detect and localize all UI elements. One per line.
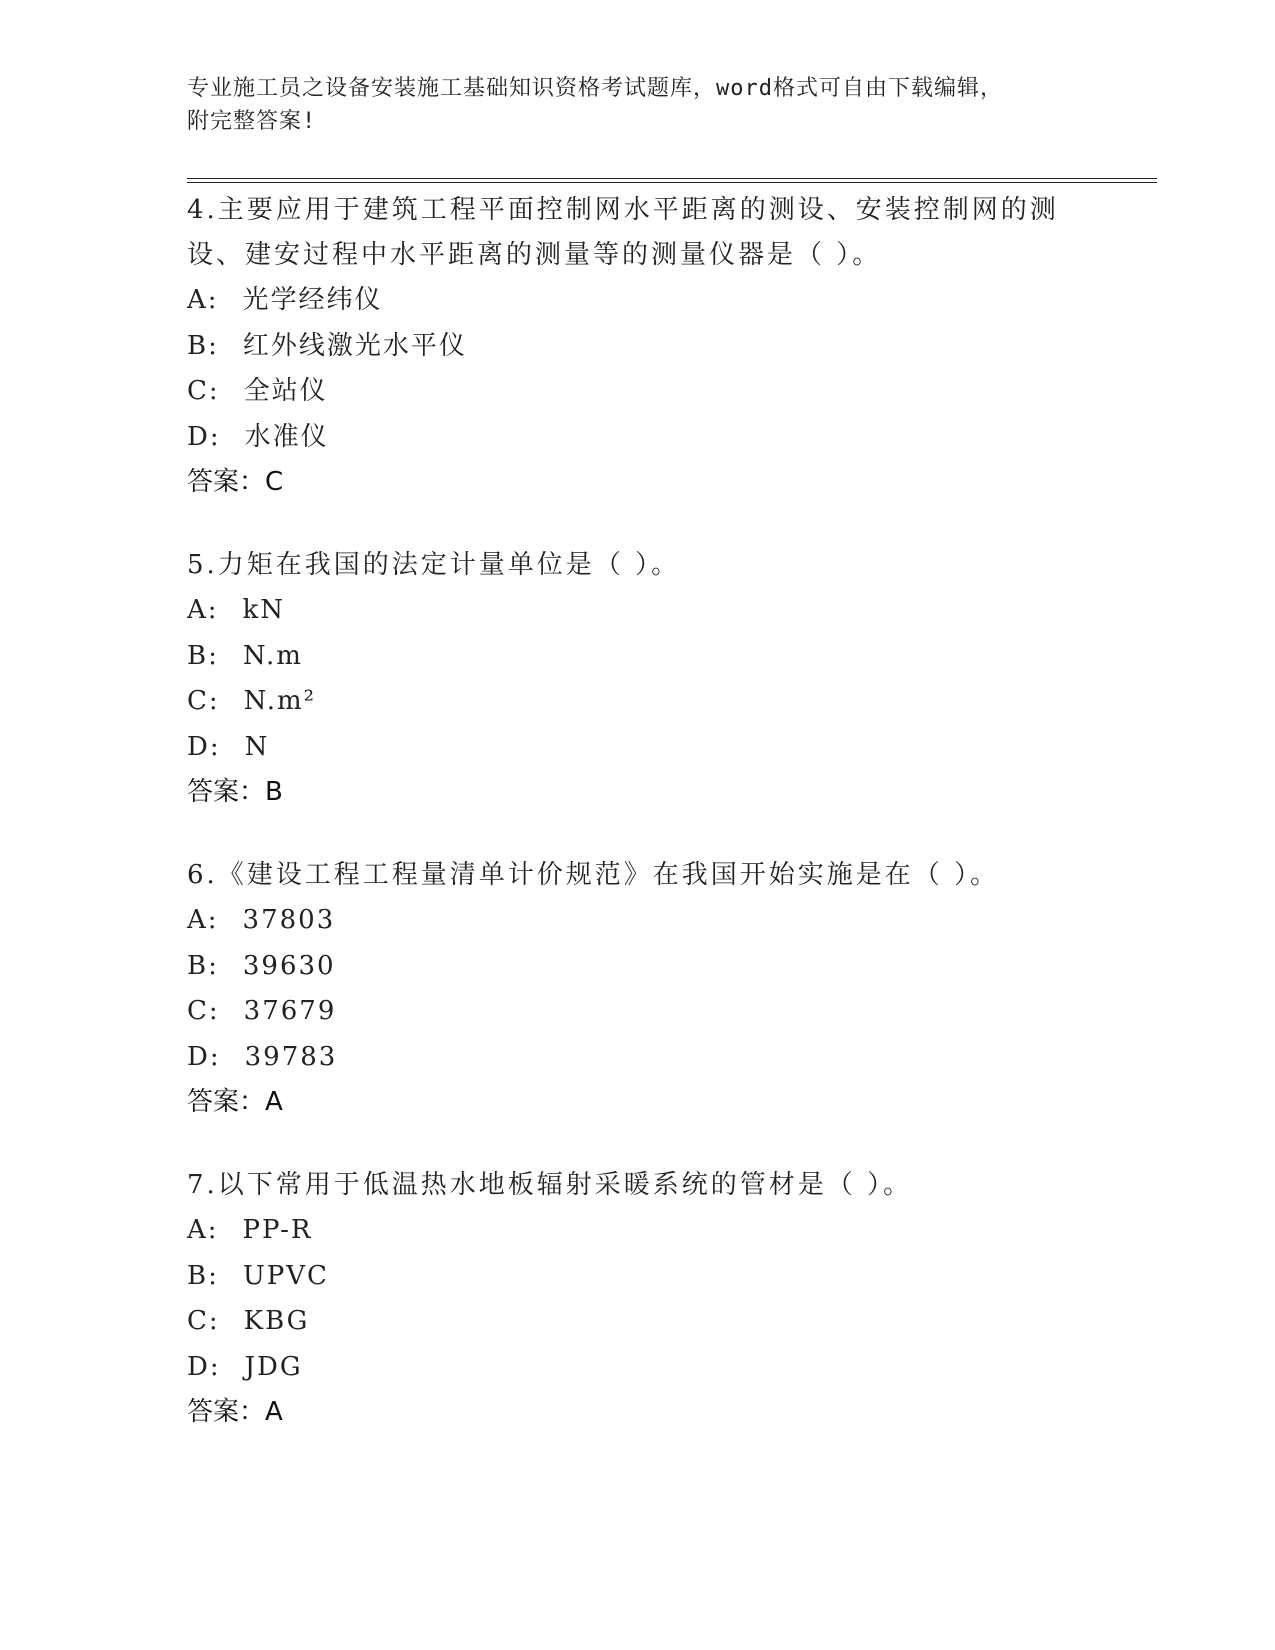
option-value: N.m² — [243, 686, 317, 716]
option-d — [187, 1345, 1167, 1391]
option-d — [187, 725, 1167, 771]
option-a — [187, 588, 1167, 634]
option-d — [187, 415, 1167, 461]
option-value: 红外线激光水平仪 — [242, 330, 467, 361]
question-4 — [187, 188, 1167, 505]
option-value: 39783 — [244, 1041, 338, 1072]
option-b — [187, 944, 1167, 990]
question-list — [187, 188, 1167, 1473]
answer-line — [187, 1080, 1167, 1125]
option-value: 37803 — [242, 905, 336, 935]
option-value: KBG — [243, 1306, 310, 1336]
option-key: B: — [187, 950, 219, 981]
question-5 — [187, 543, 1167, 815]
option-key: A: — [187, 1215, 219, 1245]
answer-line — [187, 770, 1167, 815]
option-key: D: — [187, 1041, 221, 1072]
question-6 — [187, 853, 1167, 1125]
option-a — [187, 1208, 1167, 1254]
answer-value: A — [265, 1397, 283, 1427]
option-c — [187, 369, 1167, 415]
option-d — [187, 1035, 1167, 1081]
option-key: B: — [187, 330, 219, 361]
option-key: A: — [187, 595, 219, 625]
option-key: D: — [187, 731, 221, 762]
answer-label: 答案： — [187, 1087, 266, 1117]
option-c — [187, 1299, 1167, 1345]
option-key: D: — [187, 1351, 221, 1382]
option-key: C: — [187, 996, 220, 1026]
answer-value: A — [265, 1087, 283, 1117]
document-header — [187, 72, 1067, 138]
option-value: N.m — [242, 640, 303, 671]
header-line-1: 专业施工员之设备安装施工基础知识资格考试题库，word格式可自由下载编辑， — [187, 76, 1003, 101]
option-value: 光学经纬仪 — [242, 285, 383, 315]
answer-value: C — [265, 467, 284, 497]
option-value: 37679 — [243, 996, 337, 1026]
question-text: 6.《建设工程工程量清单计价规范》在我国开始实施是在（ ）。 — [187, 860, 1000, 890]
option-c — [187, 989, 1167, 1035]
option-value: kN — [242, 595, 286, 625]
option-key: A: — [187, 905, 219, 935]
option-b — [187, 324, 1167, 370]
option-b — [187, 1254, 1167, 1300]
option-key: B: — [187, 640, 219, 671]
header-divider — [187, 178, 1157, 183]
answer-label: 答案： — [187, 467, 266, 497]
answer-line — [187, 460, 1167, 505]
option-value: N — [244, 731, 270, 762]
answer-label: 答案： — [187, 777, 266, 807]
option-value: PP-R — [242, 1215, 313, 1245]
option-b — [187, 634, 1167, 680]
option-value: 39630 — [242, 950, 336, 981]
option-key: B: — [187, 1260, 219, 1291]
option-key: A: — [187, 285, 219, 315]
question-text: 4.主要应用于建筑工程平面控制网水平距离的测设、安装控制网的测设、建安过程中水平距离的测量等的测量仪器是（ ）。 — [187, 195, 1059, 270]
question-text: 5.力矩在我国的法定计量单位是（ ）。 — [187, 550, 681, 580]
option-value: 全站仪 — [243, 376, 328, 406]
header-line-2: 附完整答案! — [187, 109, 317, 134]
option-key: C: — [187, 1306, 220, 1336]
answer-value: B — [265, 777, 283, 807]
option-value: UPVC — [242, 1260, 329, 1291]
option-c — [187, 679, 1167, 725]
option-a — [187, 278, 1167, 324]
question-7 — [187, 1163, 1167, 1435]
answer-label: 答案： — [187, 1397, 266, 1427]
option-a — [187, 898, 1167, 944]
option-key: D: — [187, 421, 221, 452]
option-value: JDG — [244, 1351, 303, 1382]
question-text: 7.以下常用于低温热水地板辐射采暖系统的管材是（ ）。 — [187, 1170, 913, 1200]
option-key: C: — [187, 376, 220, 406]
option-key: C: — [187, 686, 220, 716]
answer-line — [187, 1390, 1167, 1435]
option-value: 水准仪 — [244, 421, 329, 452]
